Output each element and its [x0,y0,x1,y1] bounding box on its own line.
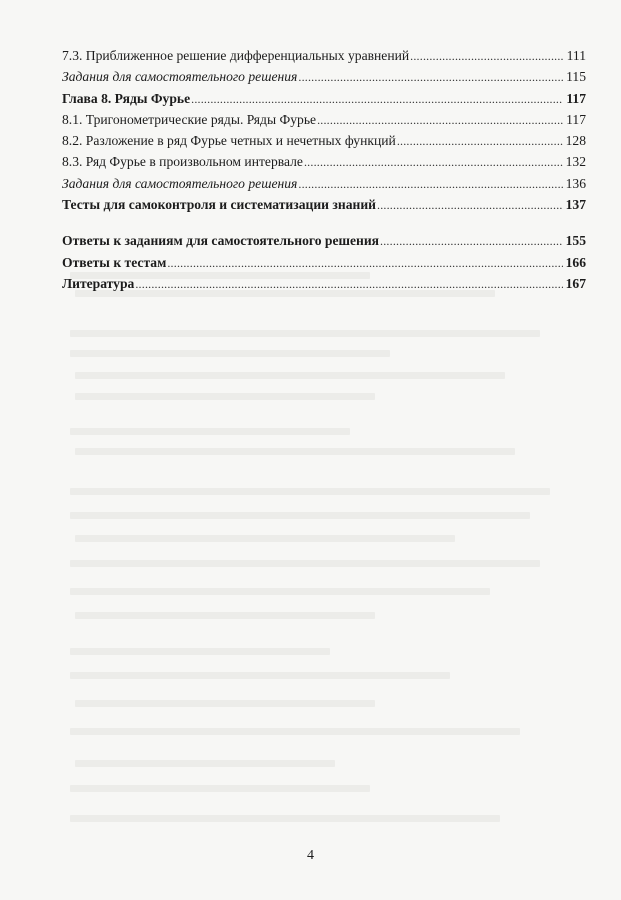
page-number: 4 [307,848,314,863]
dot-leader [135,273,563,295]
toc-entry-title: Задания для самостоятельного решения [62,175,298,191]
toc-entry-literature[interactable] [62,273,586,294]
toc-entry-8-2[interactable] [62,130,586,151]
toc-entry-7-3[interactable] [62,45,586,66]
toc-entry-title: 8.3. Ряд Фурье в произвольном интервале [62,154,303,170]
dot-leader [298,173,563,195]
dot-leader [397,130,563,152]
toc-entry-tasks-8[interactable] [62,173,586,194]
dot-leader [317,109,563,131]
toc-entry-page: 155 [565,233,586,249]
toc-entry-page: 136 [565,175,586,191]
table-of-contents [62,45,586,294]
toc-entry-title: Задания для самостоятельного решения [62,69,298,85]
toc-entry-title: 8.1. Тригонометрические ряды. Ряды Фурье [62,111,317,127]
toc-entry-8-3[interactable] [62,151,586,172]
toc-entry-title: Глава 8. Ряды Фурье [62,90,191,106]
toc-entry-title: Тесты для самоконтроля и систематизации знаний [62,197,376,213]
dot-leader [304,151,563,173]
dot-leader [298,66,563,88]
toc-entry-tests[interactable] [62,194,586,215]
toc-entry-page: 166 [565,254,586,270]
toc-entry-page: 117 [566,90,586,106]
dot-leader [167,252,563,274]
toc-entry-title: Литература [62,275,135,291]
toc-entry-title: 8.2. Разложение в ряд Фурье четных и нечетных функций [62,133,396,149]
toc-entry-page: 137 [565,197,586,213]
dot-leader [191,88,563,110]
dot-leader [377,194,563,216]
dot-leader [410,45,563,67]
toc-entry-title: Ответы к тестам [62,254,167,270]
toc-entry-answers-tests[interactable] [62,252,586,273]
toc-entry-answers-tasks[interactable] [62,230,586,251]
toc-entry-page: 128 [565,133,586,149]
toc-entry-title: Ответы к заданиям для самостоятельного решения [62,233,380,249]
toc-entry-page: 115 [566,69,586,85]
toc-entry-chapter-8[interactable] [62,88,586,109]
dot-leader [380,230,563,252]
toc-entry-page: 132 [565,154,586,170]
toc-entry-title: 7.3. Приближенное решение дифференциальных уравнений [62,48,410,63]
toc-entry-tasks-7[interactable] [62,66,586,87]
toc-entry-page: 117 [566,111,586,127]
toc-entry-8-1[interactable] [62,109,586,130]
toc-entry-page: 111 [566,48,586,63]
toc-entry-page: 167 [565,275,586,291]
